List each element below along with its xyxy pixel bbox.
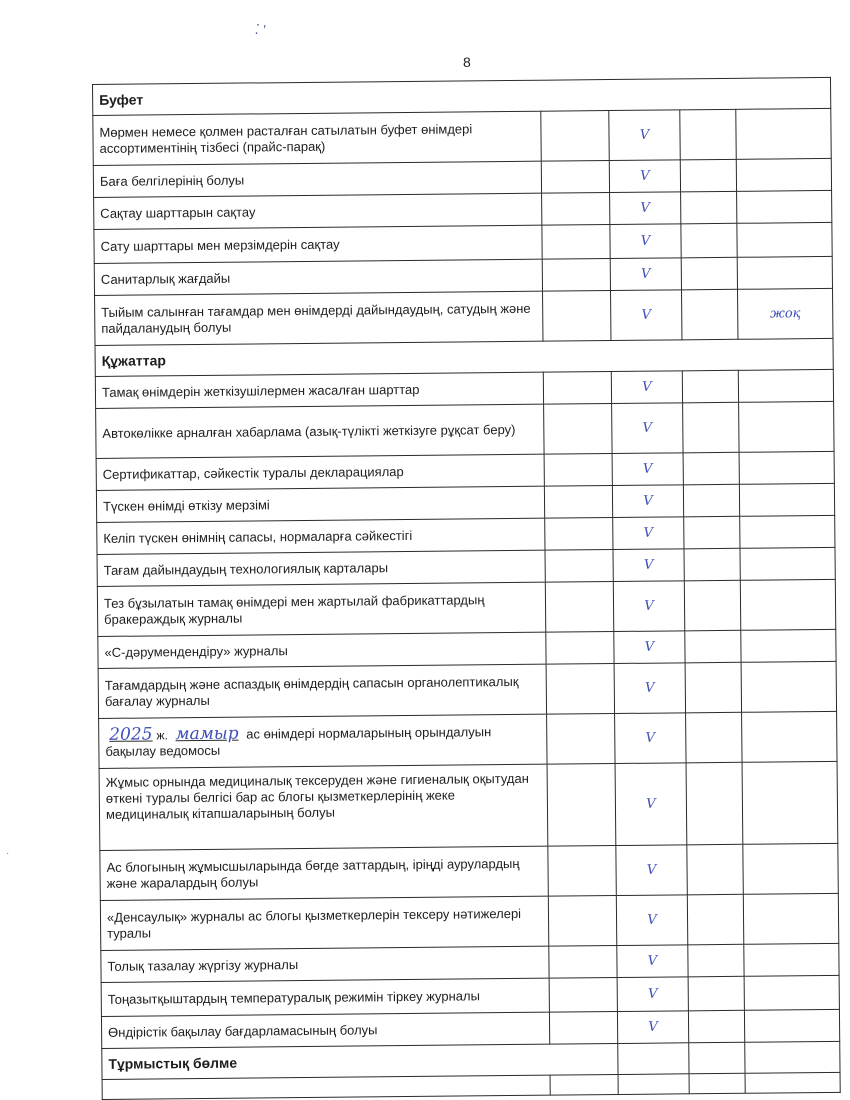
item-text: Тоңазытқыштардың температуралық режимін тіркеу журналы bbox=[101, 978, 549, 1016]
col-empty bbox=[683, 402, 739, 453]
col-empty bbox=[683, 452, 739, 485]
col-empty bbox=[745, 1072, 840, 1093]
margin-mark: · bbox=[6, 848, 10, 859]
note-cell bbox=[744, 1009, 839, 1042]
note-cell bbox=[741, 629, 836, 662]
note-cell bbox=[743, 843, 839, 894]
table-row bbox=[96, 401, 835, 458]
note-cell bbox=[738, 369, 833, 402]
check-mark: V bbox=[615, 763, 687, 846]
col-empty bbox=[541, 161, 609, 194]
check-mark: V bbox=[613, 549, 684, 582]
item-text: Баға белгілерінің болуы bbox=[93, 161, 541, 197]
item-text: Тағам дайындаудың технологиялық карталары bbox=[97, 550, 545, 586]
col-empty bbox=[687, 844, 743, 895]
col-empty bbox=[681, 191, 737, 224]
item-text: Жұмыс орнында медициналық тексеруден және гигиеналық оқытудан өткені туралы белгісі бар ас блогы қызметкерлерінің жеке медициналық кітапшаларының болуы bbox=[99, 764, 548, 850]
col-empty bbox=[686, 712, 742, 763]
note-cell bbox=[743, 893, 839, 944]
col-empty bbox=[548, 896, 616, 947]
item-text: Мөрмен немесе қолмен расталған сатылатын буфет өнімдері ассортиментінің тізбесі (прайс-парақ) bbox=[93, 111, 541, 165]
col-empty bbox=[686, 762, 743, 845]
col-empty bbox=[687, 894, 743, 945]
col-empty bbox=[102, 1075, 550, 1099]
check-mark: V bbox=[613, 517, 684, 550]
check-mark: V bbox=[612, 403, 683, 454]
item-text: «Денсаулық» журналы ас блогы қызметкерлерін тексеру нәтижелері туралы bbox=[100, 896, 548, 950]
note-cell bbox=[742, 711, 838, 762]
col-empty bbox=[680, 109, 736, 160]
col-empty bbox=[547, 714, 615, 765]
col-empty bbox=[545, 582, 613, 633]
note-cell bbox=[739, 401, 835, 452]
item-text: Сату шарттары мен мерзімдерін сақтау bbox=[94, 225, 542, 263]
col-empty bbox=[549, 978, 617, 1013]
check-mark: V bbox=[609, 110, 680, 161]
col-empty bbox=[548, 846, 616, 897]
col-empty bbox=[688, 976, 744, 1011]
item-text: Түскен өнімді өткізу мерзімі bbox=[96, 486, 544, 522]
col-empty bbox=[618, 1074, 689, 1095]
note-cell bbox=[744, 975, 839, 1010]
table-row bbox=[99, 711, 838, 768]
col-empty bbox=[680, 159, 736, 192]
check-mark: V bbox=[610, 224, 681, 259]
col-empty bbox=[681, 257, 737, 290]
check-mark: V bbox=[616, 895, 687, 946]
note-cell bbox=[736, 158, 831, 191]
check-mark: V bbox=[614, 663, 685, 714]
note-cell: жоқ bbox=[738, 288, 834, 339]
check-mark: V bbox=[610, 258, 681, 291]
inspection-checklist-table bbox=[92, 77, 841, 1100]
item-text: Автокөлікке арналған хабарлама (азық-түлікті жеткізуге рұқсат беру) bbox=[96, 404, 544, 458]
col-empty bbox=[546, 632, 614, 665]
item-text: Тыйым салынған тағамдар мен өнімдерді дайындаудың, сатудың және пайдаланудың болуы bbox=[95, 291, 543, 345]
col-empty bbox=[546, 664, 614, 715]
col-empty bbox=[544, 486, 612, 519]
item-text: Тағамдардың және аспаздық өнімдердің сапасын органолептикалық бағалау журналы bbox=[98, 664, 546, 718]
check-mark: V bbox=[615, 713, 686, 764]
year-suffix: ж. bbox=[156, 728, 168, 743]
check-mark: V bbox=[612, 485, 683, 518]
col-empty bbox=[682, 289, 738, 340]
item-text: Ас блогының жұмысшыларында бөгде заттардың, іріңді аурулардың және жаралардың болуы bbox=[100, 846, 548, 900]
check-mark: V bbox=[612, 453, 683, 486]
col-empty bbox=[547, 764, 616, 847]
col-empty bbox=[543, 291, 611, 342]
col-empty bbox=[541, 111, 609, 162]
page-number: 8 bbox=[463, 54, 471, 70]
check-mark: V bbox=[613, 581, 684, 632]
note-cell bbox=[737, 190, 832, 223]
check-mark: V bbox=[616, 845, 687, 896]
handwritten-year: 2025 bbox=[109, 724, 153, 745]
col-empty bbox=[618, 1043, 689, 1075]
table-row bbox=[99, 761, 838, 850]
col-empty bbox=[685, 662, 741, 713]
col-empty bbox=[689, 1073, 745, 1094]
item-text-rest: ас өнімдері нормаларының орындалуын бақылау ведомосы bbox=[105, 724, 492, 759]
item-text: Тез бұзылатын тамақ өнімдері мен жартылай фабрикаттардың бракераждық журналы bbox=[97, 582, 545, 636]
note-cell bbox=[740, 547, 835, 580]
note-cell bbox=[740, 515, 835, 548]
handwritten-month: мамыр bbox=[175, 723, 239, 745]
item-text: Санитарлық жағдайы bbox=[94, 259, 542, 295]
table-row bbox=[100, 843, 839, 900]
col-empty bbox=[544, 404, 612, 455]
col-empty bbox=[549, 946, 617, 979]
col-empty bbox=[549, 1011, 617, 1044]
pen-scribble: ⁚ ′ bbox=[255, 22, 266, 37]
section-title: Тұрмыстық бөлме bbox=[102, 1043, 618, 1079]
table-row bbox=[95, 288, 834, 345]
item-text: Өндірістік бақылау бағдарламасының болуы bbox=[101, 1012, 549, 1048]
table-row bbox=[93, 108, 832, 165]
item-text: Толық тазалау жүргізу журналы bbox=[101, 946, 549, 982]
section-title: Буфет bbox=[93, 77, 831, 115]
check-mark: V bbox=[617, 977, 688, 1012]
check-mark: V bbox=[617, 945, 688, 978]
check-mark: V bbox=[610, 192, 681, 225]
col-empty bbox=[682, 370, 738, 403]
col-empty bbox=[684, 516, 740, 549]
col-empty bbox=[545, 550, 613, 583]
col-empty bbox=[689, 1042, 745, 1074]
col-empty bbox=[544, 454, 612, 487]
col-empty bbox=[542, 193, 610, 226]
section-title: Құжаттар bbox=[95, 338, 833, 376]
note-cell bbox=[744, 943, 839, 976]
col-empty bbox=[545, 518, 613, 551]
item-text: «С-дәрумендендіру» журналы bbox=[98, 632, 546, 668]
note-cell bbox=[737, 222, 832, 257]
col-empty bbox=[745, 1041, 840, 1073]
check-mark: V bbox=[617, 1011, 688, 1044]
note-cell bbox=[741, 661, 837, 712]
col-empty bbox=[684, 580, 740, 631]
col-empty bbox=[683, 484, 739, 517]
check-mark: V bbox=[614, 631, 685, 664]
col-empty bbox=[550, 1074, 618, 1095]
item-text: Сертификаттар, сәйкестік туралы декларациялар bbox=[96, 454, 544, 490]
col-empty bbox=[684, 548, 740, 581]
note-cell bbox=[737, 256, 832, 289]
note-cell bbox=[740, 579, 836, 630]
note-cell bbox=[739, 451, 834, 484]
note-cell bbox=[739, 483, 834, 516]
item-text: Тамақ өнімдерін жеткізушілермен жасалған шарттар bbox=[95, 372, 543, 408]
col-empty bbox=[688, 1010, 744, 1043]
col-empty bbox=[542, 259, 610, 292]
note-cell bbox=[736, 108, 832, 159]
col-empty bbox=[542, 225, 610, 260]
table-row bbox=[98, 661, 837, 718]
check-mark: V bbox=[609, 160, 680, 193]
col-empty bbox=[543, 372, 611, 405]
item-text-with-handwritten-date bbox=[99, 714, 547, 768]
check-mark: V bbox=[611, 371, 682, 404]
item-text: Сақтау шарттарын сақтау bbox=[94, 193, 542, 229]
note-cell bbox=[742, 761, 838, 844]
col-empty bbox=[685, 630, 741, 663]
col-empty bbox=[681, 223, 737, 258]
table-row bbox=[100, 893, 839, 950]
col-empty bbox=[688, 944, 744, 977]
item-text: Келіп түскен өнімнің сапасы, нормаларға сәйкестігі bbox=[97, 518, 545, 554]
check-mark: V bbox=[611, 290, 682, 341]
table-row bbox=[97, 579, 836, 636]
